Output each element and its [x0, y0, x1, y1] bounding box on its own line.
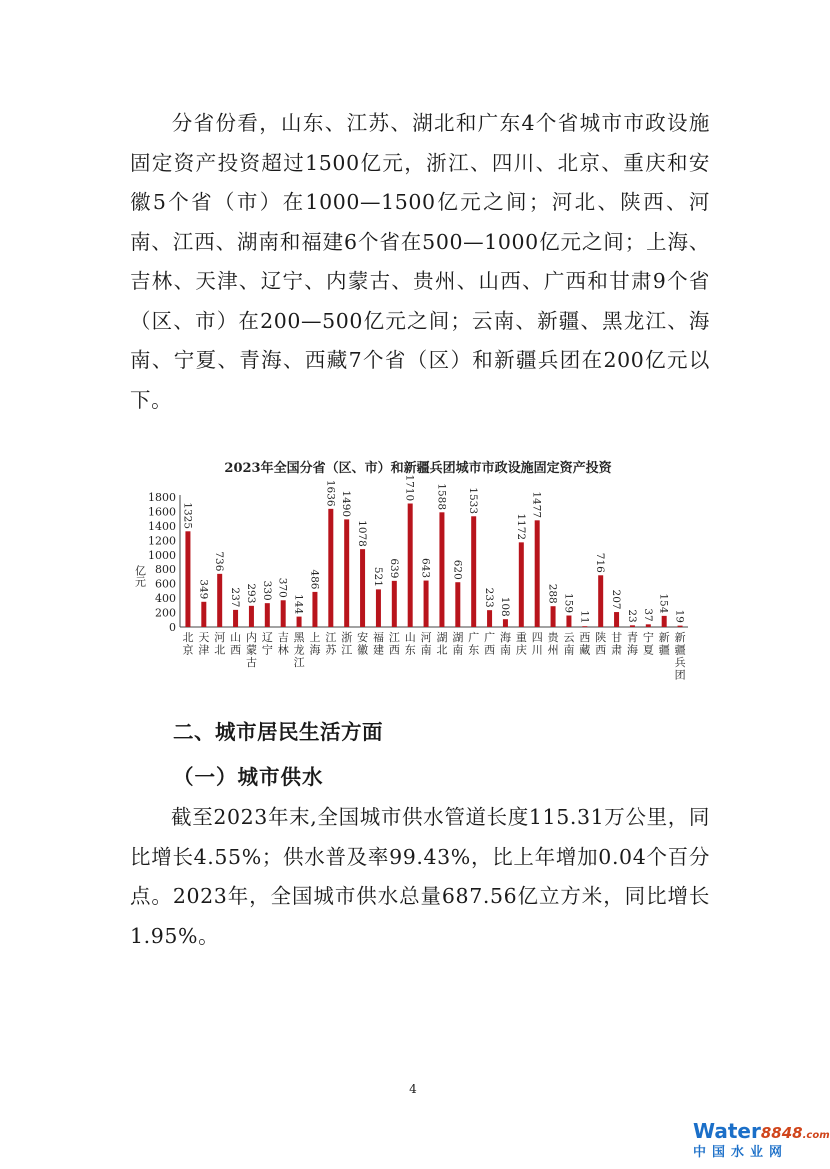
- watermark-brand: [693, 1119, 830, 1143]
- x-category-char: 龙: [293, 643, 305, 657]
- bar: [646, 624, 651, 627]
- bar-value-label: 716: [594, 552, 607, 573]
- body-paragraph-2: [130, 798, 710, 956]
- x-category-char: 黑: [293, 631, 305, 644]
- x-category-char: 广: [484, 631, 496, 644]
- bar-value-label: 1172: [514, 513, 527, 541]
- bar-value-label: 37: [641, 608, 654, 622]
- subsection-heading: （一）城市供水: [173, 765, 324, 789]
- y-tick-label: 400: [155, 592, 176, 606]
- x-category-char: 建: [372, 643, 384, 657]
- bar-value-label: 159: [562, 593, 575, 614]
- x-category-char: 浙: [341, 631, 353, 644]
- bar-value-label: 1533: [467, 487, 480, 515]
- y-tick-label: 1200: [148, 534, 176, 548]
- x-category-char: 宁: [642, 631, 654, 644]
- x-category-char: 南: [420, 643, 432, 657]
- x-category-char: 江: [325, 631, 337, 644]
- watermark-logo: [693, 1119, 830, 1164]
- y-tick-label: 200: [155, 606, 176, 620]
- bar: [582, 626, 587, 627]
- x-category-char: 兵: [674, 656, 686, 669]
- x-category-char: 蒙: [245, 643, 257, 657]
- x-category-char: 西: [595, 643, 607, 657]
- bar-value-label: 1325: [181, 502, 194, 530]
- bar: [662, 616, 667, 627]
- x-category-char: 西: [388, 643, 400, 657]
- x-category-char: 疆: [658, 643, 670, 657]
- x-category-char: 团: [674, 668, 686, 682]
- x-category-char: 新: [674, 631, 686, 644]
- x-category-char: 辽: [261, 631, 273, 644]
- bar-value-label: 349: [197, 579, 210, 600]
- x-category-char: 藏: [579, 643, 591, 657]
- x-category-char: 内: [245, 631, 257, 644]
- x-category-char: 疆: [674, 643, 686, 657]
- bar-value-label: 370: [276, 577, 289, 598]
- x-category-char: 西: [484, 643, 496, 657]
- bar: [376, 589, 381, 627]
- x-category-char: 州: [547, 643, 559, 657]
- bar: [678, 626, 683, 627]
- x-category-char: 夏: [642, 643, 654, 657]
- watermark-brand-suffix: .com: [802, 1130, 830, 1141]
- x-category-char: 海: [309, 643, 321, 657]
- chart-bars: [185, 504, 682, 628]
- paragraph-2-text: 截至2023年末,全国城市供水管道长度115.31万公里，同比增长4.55%；供水普及率99.43%，比上年增加0.04个百分点。2023年，全国城市供水总量687.56亿立方米，同比增长1.95%。: [130, 805, 710, 948]
- bar: [535, 520, 540, 627]
- investment-bar-chart: [130, 455, 696, 695]
- bar: [249, 606, 254, 627]
- x-category-char: 徽: [357, 643, 369, 657]
- watermark-brand-number: 8848: [760, 1124, 803, 1142]
- x-category-char: 古: [245, 656, 257, 669]
- x-category-char: 肃: [611, 643, 623, 657]
- chart-title: 2023年全国分省（区、市）和新疆兵团城市市政设施固定资产投资: [224, 461, 612, 476]
- bar: [360, 549, 365, 627]
- bar: [630, 625, 635, 627]
- section-heading: 二、城市居民生活方面: [173, 720, 383, 744]
- watermark-brand-text: Water: [693, 1119, 761, 1143]
- y-tick-labels: [148, 491, 176, 634]
- x-category-char: 海: [626, 643, 638, 657]
- bar-value-label: 1710: [403, 474, 416, 502]
- x-category-char: 南: [563, 643, 575, 657]
- x-category-char: 林: [277, 643, 289, 657]
- x-category-char: 西: [579, 631, 591, 644]
- watermark-subtitle: 中国水业网: [693, 1145, 789, 1160]
- bar: [217, 574, 222, 627]
- bar: [297, 617, 302, 627]
- x-category-labels: [182, 630, 685, 682]
- x-category-char: 湖: [436, 631, 448, 644]
- x-category-char: 广: [468, 631, 480, 644]
- bar: [455, 582, 460, 627]
- bar-value-label: 620: [451, 559, 464, 580]
- bar-value-label: 639: [387, 558, 400, 579]
- x-category-char: 苏: [325, 643, 337, 657]
- page-number: 4: [409, 1082, 417, 1096]
- bar: [312, 592, 317, 627]
- x-category-char: 江: [341, 643, 353, 657]
- bar: [265, 603, 270, 627]
- x-category-char: 川: [531, 643, 543, 657]
- bar: [328, 509, 333, 627]
- x-category-char: 西: [230, 643, 242, 657]
- bar: [408, 504, 413, 628]
- x-category-char: 青: [626, 631, 638, 644]
- x-category-char: 云: [563, 631, 575, 644]
- bar: [471, 516, 476, 627]
- x-category-char: 江: [388, 631, 400, 644]
- bar-value-label: 108: [498, 596, 511, 617]
- bar-value-label: 1588: [435, 483, 448, 511]
- y-tick-label: 1800: [148, 491, 176, 504]
- x-category-char: 海: [499, 631, 511, 644]
- bar-value-label: 233: [483, 587, 496, 608]
- x-category-char: 四: [531, 631, 543, 644]
- bar: [487, 610, 492, 627]
- x-category-char: 上: [309, 631, 321, 644]
- y-tick-label: 800: [155, 563, 176, 577]
- x-category-char: 津: [198, 643, 210, 657]
- x-category-char: 安: [357, 631, 369, 644]
- y-tick-label: 1400: [148, 519, 176, 533]
- x-category-char: 河: [214, 631, 226, 644]
- bar-value-label: 154: [657, 593, 670, 614]
- bar: [503, 619, 508, 627]
- bar-value-label: 207: [610, 589, 623, 610]
- x-category-char: 山: [404, 631, 416, 644]
- bar-value-label: 521: [371, 566, 384, 587]
- x-category-char: 北: [214, 643, 226, 657]
- y-tick-label: 1600: [148, 505, 176, 519]
- bar-value-label: 19: [673, 609, 686, 624]
- x-category-char: 北: [182, 631, 194, 644]
- y-tick-label: 1000: [148, 548, 176, 562]
- bar: [551, 606, 556, 627]
- bar-value-label: 1078: [356, 520, 369, 547]
- bar-value-label: 736: [213, 551, 226, 572]
- x-category-char: 东: [468, 643, 480, 657]
- bar: [519, 542, 524, 627]
- bar-value-label: 1636: [324, 479, 337, 507]
- x-category-char: 宁: [261, 643, 273, 657]
- x-category-char: 天: [198, 631, 210, 644]
- x-category-char: 山: [230, 631, 242, 644]
- x-category-char: 重: [515, 631, 527, 644]
- bar: [392, 581, 397, 627]
- bar-value-label: 237: [229, 587, 242, 608]
- bar-value-label: 293: [244, 583, 257, 604]
- x-category-char: 贵: [547, 631, 559, 644]
- bar: [344, 519, 349, 627]
- bar-value-label: 1490: [340, 490, 353, 518]
- x-category-char: 南: [452, 643, 464, 657]
- x-category-char: 江: [293, 656, 305, 669]
- bar-value-label: 144: [292, 594, 305, 615]
- x-category-char: 吉: [277, 631, 289, 644]
- x-category-char: 甘: [611, 631, 623, 644]
- x-category-char: 湖: [452, 631, 464, 644]
- x-category-char: 京: [182, 643, 194, 657]
- bar: [439, 512, 444, 627]
- bar-value-label: 486: [308, 569, 321, 590]
- bar-value-label: 330: [260, 580, 273, 601]
- x-category-char: 南: [499, 643, 511, 657]
- x-category-char: 庆: [515, 643, 527, 657]
- bar: [185, 531, 190, 627]
- bar-value-label: 643: [419, 558, 432, 579]
- x-category-char: 东: [404, 643, 416, 657]
- bar: [233, 610, 238, 627]
- x-category-char: 陕: [595, 631, 607, 644]
- x-category-char: 北: [436, 643, 448, 657]
- bar: [281, 600, 286, 627]
- bar: [598, 575, 603, 627]
- bar-value-labels: [181, 475, 685, 624]
- x-category-char: 新: [658, 631, 670, 644]
- x-category-char: 福: [372, 631, 384, 644]
- bar: [201, 602, 206, 627]
- bar: [424, 581, 429, 627]
- bar-value-label: 23: [625, 609, 638, 623]
- y-axis-label: 亿元: [133, 565, 147, 587]
- y-tick-label: 600: [155, 577, 176, 591]
- body-paragraph-1: [130, 104, 710, 420]
- bar: [614, 612, 619, 627]
- paragraph-1-text: 分省份看，山东、江苏、湖北和广东4个省城市市政设施固定资产投资超过1500亿元，浙江、四川、北京、重庆和安徽5个省（市）在1000—1500亿元之间；河北、陕西、河南、江西、湖南和福建6个省在500—1000亿元之间；上海、吉林、天津、辽宁、内蒙古、贵州、山西、广西和甘肃9个省（区、市）在200—500亿元之间；云南、新疆、黑龙江、海南、宁夏、青海、西藏7个省（区）和新疆兵团在200亿元以下。: [130, 111, 710, 412]
- bar-value-label: 1477: [530, 491, 543, 519]
- bar-value-label: 11: [578, 610, 591, 624]
- bar: [566, 616, 571, 627]
- x-category-char: 河: [420, 631, 432, 644]
- bar-value-label: 288: [546, 583, 559, 604]
- y-tick-label: 0: [169, 621, 176, 634]
